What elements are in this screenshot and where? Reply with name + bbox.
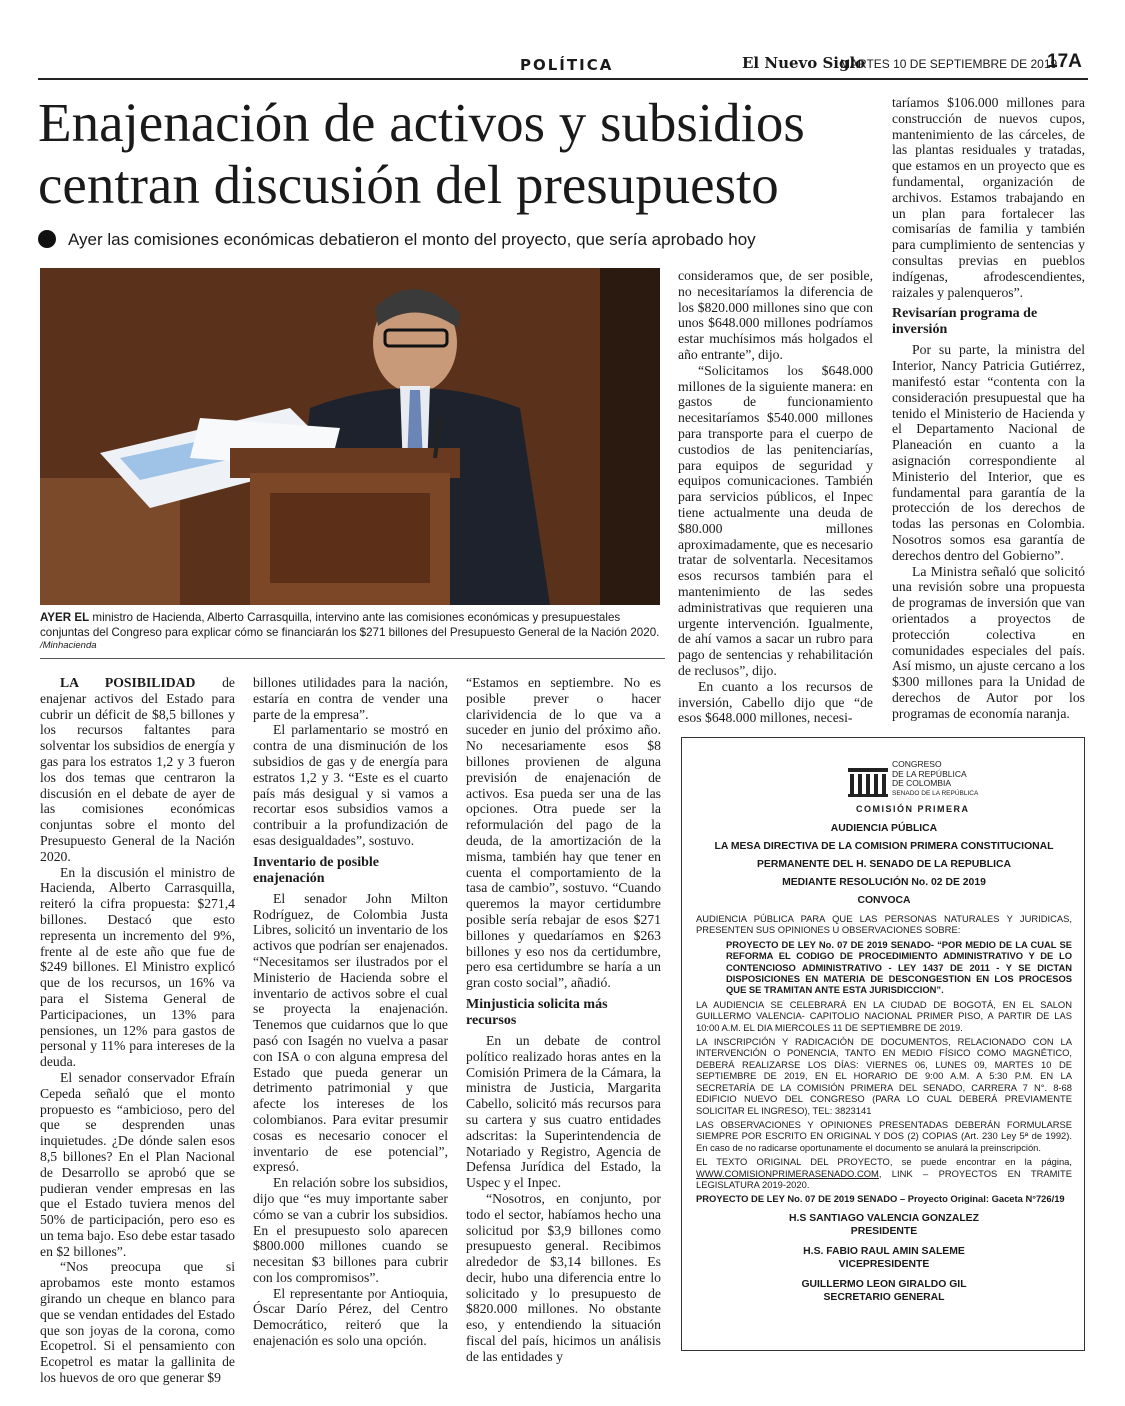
subheadline-row bbox=[38, 230, 898, 250]
issue-date: MARTES 10 DE SEPTIEMBRE DE 2019 bbox=[840, 57, 1058, 71]
public-hearing-notice bbox=[681, 737, 1085, 1351]
paragraph: En cuanto a los recursos de inversión, Cabello dijo que “de esos $648.000 millones, necesi- bbox=[678, 678, 873, 726]
logo-text: CONGRESO DE LA REPÚBLICA DE COLOMBIA SENADO DE LA REPÚBLICA bbox=[892, 759, 979, 797]
notice-paragraph: LA AUDIENCIA SE CELEBRARÁ EN LA CIUDAD DE BOGOTÁ, EN EL SALON GUILLERMO VALENCIA- CAPITOLIO NACIONAL PRIMER PISO, A PARTIR DE LAS 10:00 A.M. EL DIA MIERCOLES 11 DE SEPTIEMBRE DE 2019. bbox=[696, 998, 1072, 1033]
paragraph: consideramos que, de ser posible, no necesitaríamos la diferencia de los $820.000 millones sino que con unos $648.000 millones podríamos estar muchísimos más holgados el año entrante”, dijo. bbox=[678, 268, 873, 362]
paragraph: “Nosotros, en conjunto, por todo el sector, habíamos hecho una solicitud por $3,9 billones como presupuesto general. Recibimos alrededor de $3,14 billones. Es decir, hubo una diferencia entre lo solicitado y lo presupuesto de $820.000 millones. No obstante eso, y entendiendo la situación fiscal del país, hicimos un análisis de las entidades y bbox=[466, 1190, 661, 1364]
notice-line: LA MESA DIRECTIVA DE LA COMISION PRIMERA CONSTITUCIONAL bbox=[714, 841, 1054, 852]
paragraph: “Nos preocupa que si aprobamos este monto estamos girando un cheque en blanco para que se vendan entidades del Estado que son joyas de la corona, como Ecopetrol. Si el pensamiento con Ecopetrol es matar la gallinita de los huevos de oro que generar $9 bbox=[40, 1259, 235, 1386]
paragraph: El representante por Antioquia, Óscar Darío Pérez, del Centro Democrático, reiteró que la enajenación es solo una opción. bbox=[253, 1285, 448, 1349]
notice-line: CONVOCA bbox=[857, 895, 911, 906]
section-label: POLÍTICA bbox=[520, 56, 614, 74]
page-number: 17A bbox=[1047, 51, 1082, 72]
photo-caption bbox=[40, 610, 665, 640]
article-column-4 bbox=[892, 95, 1085, 725]
subheadline: Ayer las comisiones económicas debatieron el monto del proyecto, que sería aprobado hoy bbox=[68, 230, 756, 249]
subheading: Inventario de posible enajenación bbox=[253, 854, 380, 886]
signature-block: H.S. FABIO RAUL AMIN SALEME VICEPRESIDENTE bbox=[803, 1245, 965, 1270]
paragraph: El senador John Milton Rodríguez, de Colombia Justa Libres, solicitó un inventario de los activos que podrían ser enajenados. “Necesitamos ser ilustrados por el Ministerio de Hacienda sobre el inventario de activos sobre el cual se proyecta la enajenación. Tenemos que cuidarnos que lo que pasó con Isagén no vuelva a pasar con ISA o con alguna empresa del Estado que pueda generar un detrimento patrimonial y que afecte los intereses de los colombianos. Para evitar presumir cosas es necesario conocer el inventario de ese potencial”, expresó. bbox=[253, 890, 448, 1175]
notice-line: PERMANENTE DEL H. SENADO DE LA REPUBLICA bbox=[756, 859, 1011, 870]
paragraph: billones utilidades para la nación, estaría en contra de vender una parte de la empresa”. bbox=[253, 675, 448, 722]
header-rule bbox=[38, 78, 1088, 80]
logo-subtitle: COMISIÓN PRIMERA bbox=[856, 804, 970, 814]
caption-text: ministro de Hacienda, Alberto Carrasquilla, intervino ante las comisiones económicas y presupuestales conjuntas del Congreso para explicar cómo se financiarán los $271 billones del Presupuesto General de la Nación 2020. bbox=[40, 611, 660, 639]
paragraph: En un debate de control político realizado horas antes en la Comisión Primera de la Cámara, la ministra de Justicia, Margarita Cabello, solicitó más recursos para su cartera y sus cuatro entidades adscritas: la Superintendencia de Notariado y Registro, Agencia de Defensa Jurídica del Estado, la Uspec y el Inpec. bbox=[466, 1032, 661, 1191]
headline: Enajenación de activos y subsidios centran discusión del presupuesto bbox=[38, 92, 805, 215]
notice-bill: PROYECTO DE LEY No. 07 DE 2019 SENADO- “POR MEDIO DE LA CUAL SE REFORMA EL CODIGO DE PROCEDIMIENTO ADMINISTRATIVO Y DE LO CONTENCIOSO ADMINISTRATIVO - LEY 1437 DE 2011 - Y SE DICTAN DISPOSICIONES EN MATERIA DE DESCONGESTION EN LOS PROCESOS QUE SE TRAMITAN ANTE ESTA JURISDICCION”. bbox=[726, 938, 1072, 996]
article-photo bbox=[40, 268, 660, 605]
caption-lead: AYER EL bbox=[40, 611, 90, 624]
newspaper-name: El Nuevo Siglo bbox=[742, 54, 866, 72]
paragraph: “Solicitamos los $648.000 millones de la siguiente manera: en gastos de funcionamiento necesitaríamos $540.000 millones para transporte para el cuerpo de custodios de las penitenciarías, para equipos de seguridad y equipos comunicaciones. También para servicios públicos, el Inpec tiene actualmente una deuda de $80.000 millones aproximadamente, que es necesario tratar de solventarla. Necesitamos esos recursos también para el mantenimiento de las sedes administrativas que requieren una urgente intervención. Igualmente, de ahí vamos a sacar un rubro para pago de sentencias y rehabilitación de reclusos”, dijo. bbox=[678, 362, 873, 678]
capitol-icon bbox=[848, 758, 888, 798]
paragraph: Por su parte, la ministra del Interior, Nancy Patricia Gutiérrez, manifestó estar “contenta con la consideración presupuestal que ha tenido el Ministerio de Hacienda y el Departamento Nacional de Planeación en cuanto a la asignación correspondiente al Ministerio del Interior, que es fundamental para garantía de la protección de los derechos de todas las personas en Colombia. Nosotros somos esa garantía de derechos dentro del Gobierno”. bbox=[892, 342, 1085, 563]
bullet-icon bbox=[38, 230, 56, 248]
notice-paragraph: AUDIENCIA PÚBLICA PARA QUE LAS PERSONAS NATURALES Y JURIDICAS, PRESENTEN SUS OPINIONES U OBSERVACIONES SOBRE: bbox=[696, 913, 1072, 936]
notice-paragraph: EL TEXTO ORIGINAL DEL PROYECTO, se puede encontrar en la página, WWW.COMISIONPRIMERASENADO.COM, LINK – PROYECTOS EN TRAMITE LEGISLATURA 2019-2020. bbox=[696, 1156, 1072, 1190]
notice-paragraph: LA INSCRIPCIÓN Y RADICACIÓN DE DOCUMENTOS, RELACIONADO CON LA INTERVENCIÓN O PONENCIA, TANTO EN MEDIO FÍSICO COMO MAGNÉTICO, DEBERÁ REALIZARSE LOS DÍAS: VIERNES 06, LUNES 09, MARTES 10 DE SEPTIEMBRE DE 2019, EN EL HORARIO DE 9:00 A.M. A 5:30 P.M. EN LA SECRETARÍA DE LA COMISIÓN PRIMERA DEL SENADO, CARRERA 7 N°. 8-68 EDIFICIO NUEVO DEL CONGRESO (PARA LO CUAL DEBERÁ PREVIAMENTE SOLICITAR EL INGRESO), TEL: 3823141 bbox=[696, 1036, 1072, 1116]
article-column-3b bbox=[678, 268, 873, 726]
paragraph: La Ministra señaló que solicitó una revisión sobre una propuesta de programas de inversión que van orientados a proyectos de protección colectiva en comunidades especiales del país. Así mismo, un ajuste cercano a los $300 millones para la Unidad de derechos de Autor por los programas de economía naranja. bbox=[892, 563, 1085, 721]
photo-illustration bbox=[40, 268, 660, 605]
paragraph: En la discusión el ministro de Hacienda, Alberto Carrasquilla, reiteró la cifra propuesta: $271,4 billones. Destacó que esto representa un incremento del 9%, frente al de este año que fue de $249 billones. El Ministro explicó que de los recursos, un 16% va para el Sistema General de Participaciones, un 13% para pensiones, un 12% para gastos de personal y 11% para intereses de la deuda. bbox=[40, 864, 235, 1070]
article-column-1 bbox=[40, 675, 235, 1386]
signature-block: H.S SANTIAGO VALENCIA GONZALEZ PRESIDENTE bbox=[789, 1212, 979, 1237]
lead-in: LA POSIBILIDAD bbox=[60, 675, 196, 690]
paragraph: El senador conservador Efraín Cepeda señaló que el monto propuesto es “ambicioso, pero del que se desprenden unas inquietudes. ¿De dónde salen esos 8,5 billones? En el Plan Nacional de Desarrollo se aprobó que se pudieran vender empresas en las que el Estado tuviera menos del 50% de participación, pero eso es un tema bajo. Eso debe estar tasado en $2 billones”. bbox=[40, 1069, 235, 1259]
notice-reference: PROYECTO DE LEY No. 07 DE 2019 SENADO – Proyecto Original: Gaceta N°726/19 bbox=[696, 1193, 1065, 1205]
caption-rule bbox=[40, 658, 665, 659]
notice-title: AUDIENCIA PÚBLICA bbox=[830, 823, 938, 834]
article-column-3 bbox=[466, 675, 661, 1364]
commission-website-link[interactable]: WWW.COMISIONPRIMERASENADO.COM bbox=[696, 1167, 879, 1179]
photo-credit: /Minhacienda bbox=[40, 640, 97, 651]
paragraph: taríamos $106.000 millones para construcción de nuevos cupos, mantenimiento de las cárceles, de las plantas residuales y tratadas, que estamos en un proyecto que es fundamental, organización de archivos. Estamos trabajando en un plan para fortalecer las comisarías de familia y también para cumplimiento de sentencias y consultas previas en pueblos indígenas, afrodescendientes, raizales y palenqueros”. bbox=[892, 95, 1085, 300]
paragraph: “Estamos en septiembre. No es posible prever o hacer clarividencia de lo que va a suceder en junio del próximo año. No necesariamente esos $8 billones provienen de alguna previsión de enajenación de activos. Esa pueda ser una de las opciones. Otra puede ser la reformulación del pago de la deuda, de la amortización de la misma, también hay que tener en cuenta el comportamiento de la tasa de cambio”, sostuvo. “Cuando queremos la mayor certidumbre posible sería rebajar de esos $271 billones y quedaríamos en $263 billones y eso nos da certidumbre, pero esa certidumbre se haría a un gran costo social”, añadió. bbox=[466, 675, 661, 991]
paragraph: En relación sobre los subsidios, dijo que “es muy importante saber cómo se van a cubrir los subsidios. En el presupuesto solo aparecen $800.000 millones cuando se necesitan $3 billones para cubrir con los compromisos”. bbox=[253, 1175, 448, 1285]
paragraph: LA POSIBILIDAD de enajenar activos del Estado para cubrir un déficit de $8,5 billones y los recursos faltantes para solventar los subsidios de energía y gas para los estratos 1,2 y 3 fueron los dos temas que centraron la discusión en el debate de ayer de las comisiones económicas conjuntas sobre el monto del Presupuesto General de la Nación 2020. bbox=[40, 675, 235, 864]
signature-block: GUILLERMO LEON GIRALDO GIL SECRETARIO GENERAL bbox=[801, 1278, 967, 1303]
subheading: Revisarían programa de inversión bbox=[892, 306, 1038, 338]
paragraph: El parlamentario se mostró en contra de una disminución de los subsidios de gas y de energía para estratos 1,2 y 3. “Este es el cuarto país más desigual y si vamos a recortar esos subsidios vamos a contribuir a la profundización de esas desigualdades”, sostuvo. bbox=[253, 722, 448, 848]
senate-logo bbox=[696, 752, 1072, 820]
subheading: Minjusticia solicita más recursos bbox=[466, 996, 608, 1028]
article-column-2 bbox=[253, 675, 448, 1355]
notice-paragraph: LAS OBSERVACIONES Y OPINIONES PRESENTADAS DEBERÁN FORMULARSE SIEMPRE POR ESCRITO EN ORIGINAL Y DOS (2) COPIAS (Art. 230 Ley 5ª de 1992). En caso de no radicarse oportunamente el documento se anulará la preinscripción. bbox=[696, 1118, 1072, 1153]
notice-line: MEDIANTE RESOLUCIÓN No. 02 DE 2019 bbox=[782, 877, 986, 888]
